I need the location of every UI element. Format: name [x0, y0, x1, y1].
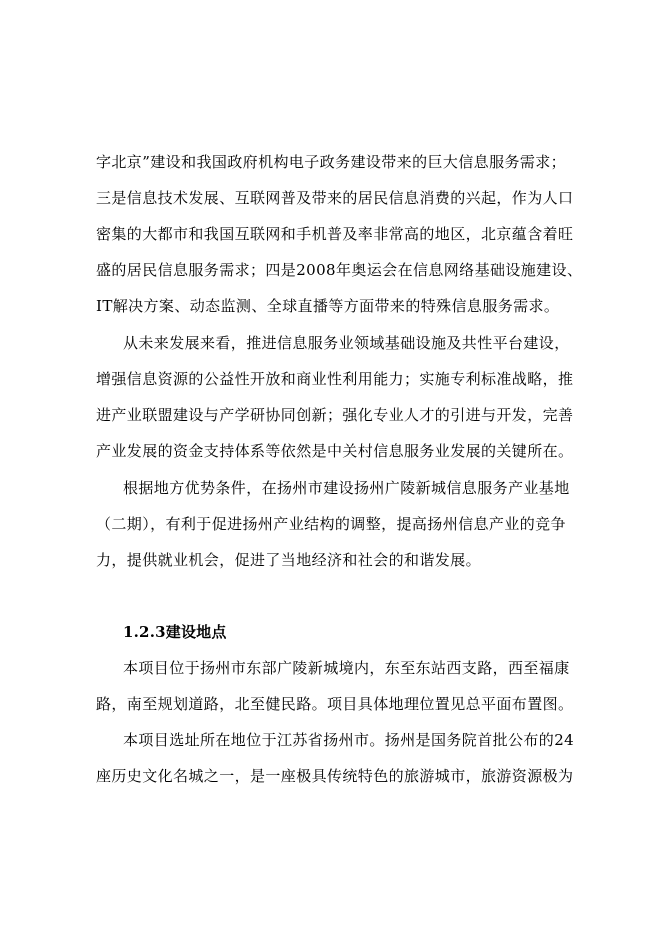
- paragraph-1-line-1: 字北京”建设和我国政府机构电子政务建设带来的巨大信息服务需求；: [96, 153, 567, 171]
- paragraph-4-line-1: 本项目位于扬州市东部广陵新城境内，东至东站西支路，西至福康: [123, 659, 570, 677]
- paragraph-5-line-2: 座历史文化名城之一，是一座极具传统特色的旅游城市，旅游资源极为: [96, 767, 574, 785]
- paragraph-5-line-1: 本项目选址所在地位于江苏省扬州市。扬州是国务院首批公布的24: [123, 731, 575, 749]
- paragraph-2-line-4: 产业发展的资金支持体系等依然是中关村信息服务业发展的关键所在。: [96, 442, 574, 460]
- paragraph-1-line-4: 盛的居民信息服务需求；四是2008年奥运会在信息网络基础设施建设、: [96, 261, 583, 279]
- paragraph-1-line-5: IT解决方案、动态监测、全球直播等方面带来的特殊信息服务需求。: [96, 297, 560, 315]
- paragraph-3-line-3: 力，提供就业机会，促进了当地经济和社会的和谐发展。: [96, 551, 482, 569]
- paragraph-2-line-3: 进产业联盟建设与产学研协同创新；强化专业人才的引进与开发，完善: [96, 406, 574, 424]
- paragraph-1-line-3: 密集的大都市和我国互联网和手机普及率非常高的地区，北京蕴含着旺: [96, 225, 574, 243]
- paragraph-3-line-2: （二期），有利于促进扬州产业结构的调整，提高扬州信息产业的竞争: [96, 515, 566, 533]
- paragraph-1-line-2: 三是信息技术发展、互联网普及带来的居民信息消费的兴起，作为人口: [96, 189, 574, 207]
- section-heading: 1.2.3建设地点: [123, 623, 227, 641]
- paragraph-2-line-1: 从未来发展来看，推进信息服务业领域基础设施及共性平台建设，: [123, 334, 570, 352]
- paragraph-2-line-2: 增强信息资源的公益性开放和商业性利用能力；实施专利标准战略，推: [96, 370, 574, 388]
- paragraph-3-line-1: 根据地方优势条件，在扬州市建设扬州广陵新城信息服务产业基地: [123, 479, 570, 497]
- paragraph-4-line-2: 路，南至规划道路，北至健民路。项目具体地理位置见总平面布置图。: [96, 695, 574, 713]
